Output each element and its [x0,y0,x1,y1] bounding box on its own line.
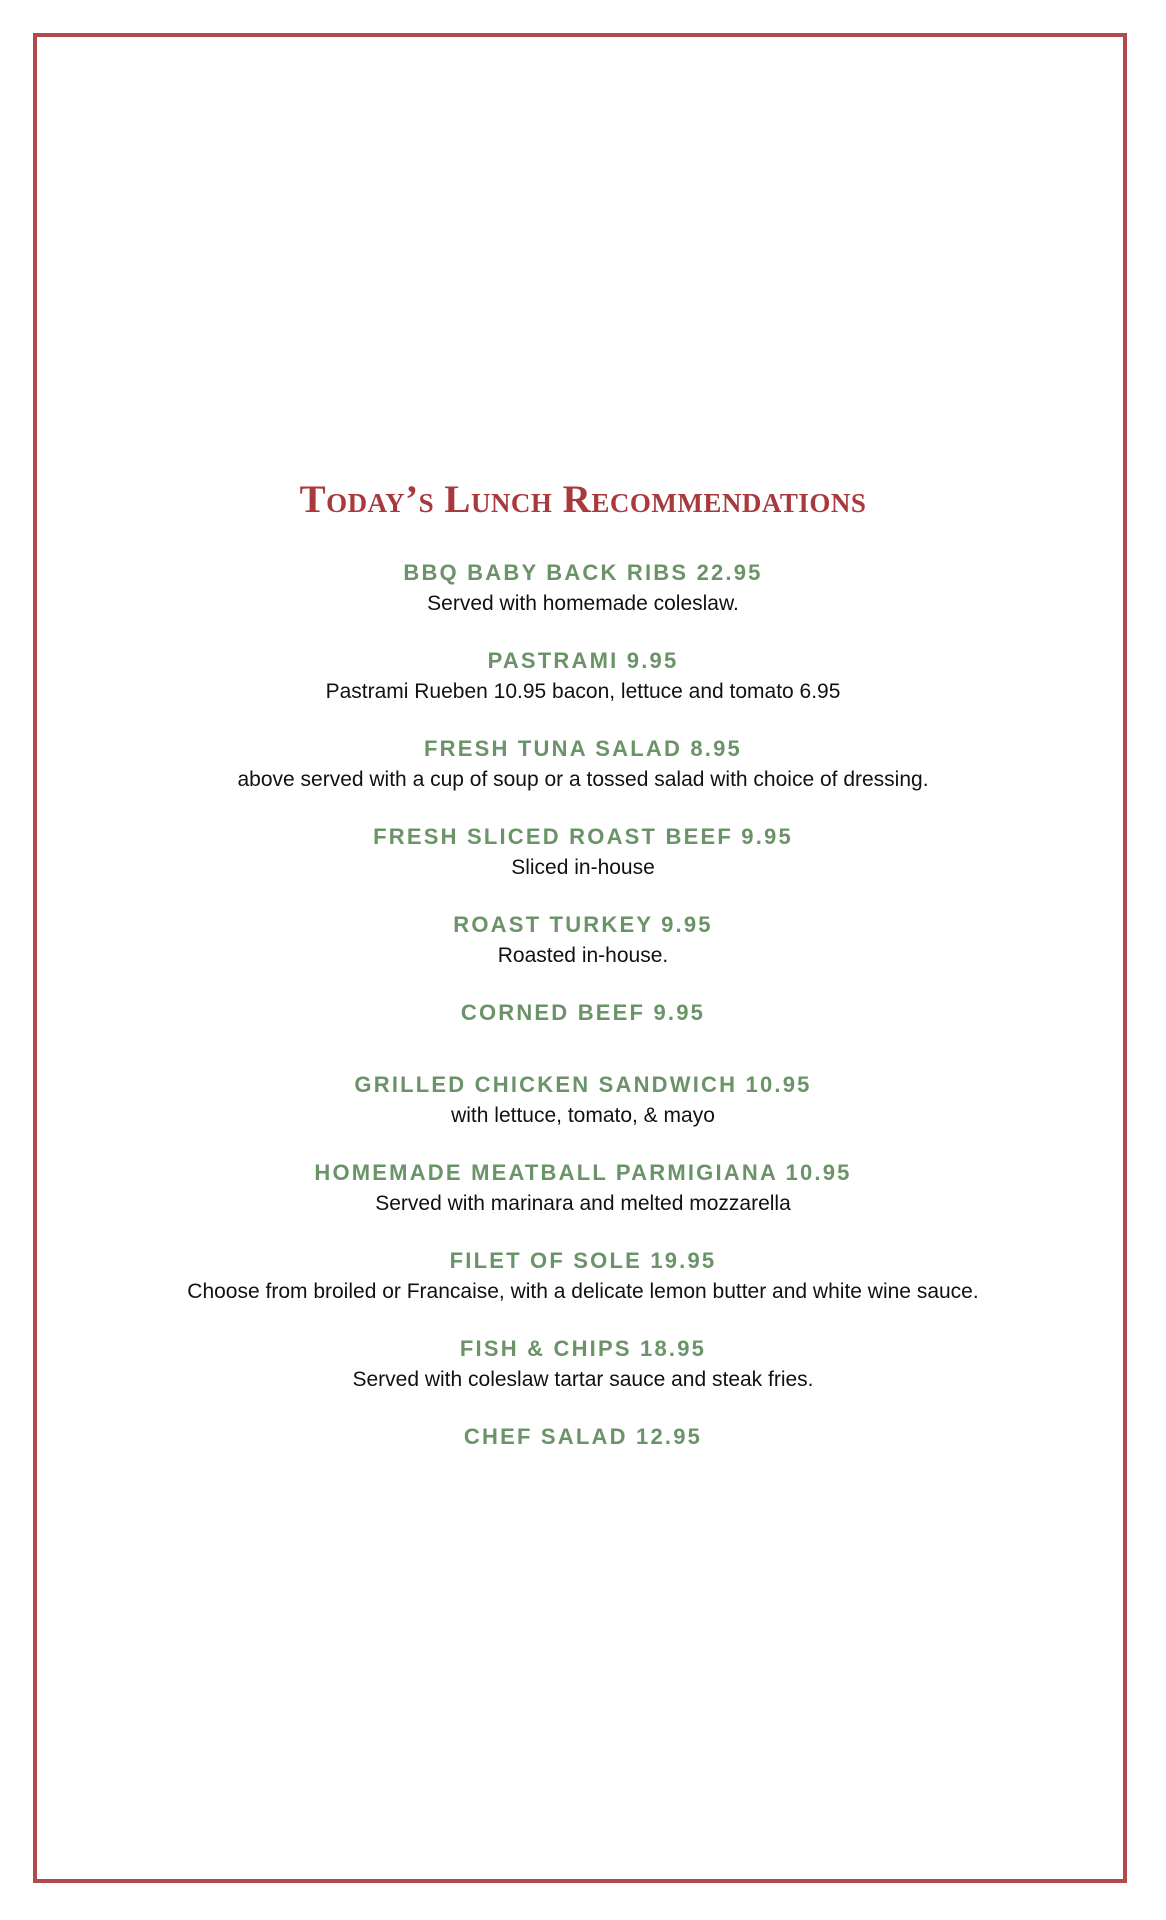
menu-item-description: with lettuce, tomato, & mayo [451,1104,715,1127]
menu-item [0,1158,1166,1220]
menu-item-description: Choose from broiled or Francaise, with a delicate lemon butter and white wine sauce. [187,1280,979,1303]
menu-item [0,1246,1166,1308]
menu-item-name: CHEF SALAD 12.95 [463,1424,703,1449]
menu-item [0,1422,1166,1452]
menu-title: Today’s Lunch Recommendations [299,478,867,521]
menu-item-name: FRESH TUNA SALAD 8.95 [424,736,742,761]
menu-item [0,998,1166,1028]
lunch-menu [0,476,1166,1494]
menu-item-description: above served with a cup of soup or a tossed salad with choice of dressing. [237,768,929,791]
menu-item [0,910,1166,972]
menu-item-description: Sliced in-house [511,856,655,879]
menu-item-name: FISH & CHIPS 18.95 [459,1336,707,1361]
menu-item [0,1070,1166,1132]
menu-item-description: Served with coleslaw tartar sauce and steak fries. [352,1368,814,1391]
menu-item-name: FILET OF SOLE 19.95 [449,1248,717,1273]
menu-item-description: Served with marinara and melted mozzarella [375,1192,791,1215]
menu-item-name: PASTRAMI 9.95 [487,648,679,673]
menu-item-description: Roasted in-house. [497,944,669,967]
menu-item-name: BBQ BABY BACK RIBS 22.95 [403,560,763,585]
menu-item-name: GRILLED CHICKEN SANDWICH 10.95 [354,1072,812,1097]
menu-item [0,646,1166,708]
menu-item-description: Served with homemade coleslaw. [427,592,739,615]
menu-item-description: Pastrami Rueben 10.95 bacon, lettuce and tomato 6.95 [325,680,841,703]
menu-item [0,822,1166,884]
menu-item-name: ROAST TURKEY 9.95 [453,912,713,937]
menu-item-name: HOMEMADE MEATBALL PARMIGIANA 10.95 [314,1160,852,1185]
menu-item-name: CORNED BEEF 9.95 [460,1000,706,1025]
menu-item-name: FRESH SLICED ROAST BEEF 9.95 [373,824,793,849]
menu-item [0,1334,1166,1396]
menu-item [0,734,1166,796]
menu-item [0,558,1166,620]
